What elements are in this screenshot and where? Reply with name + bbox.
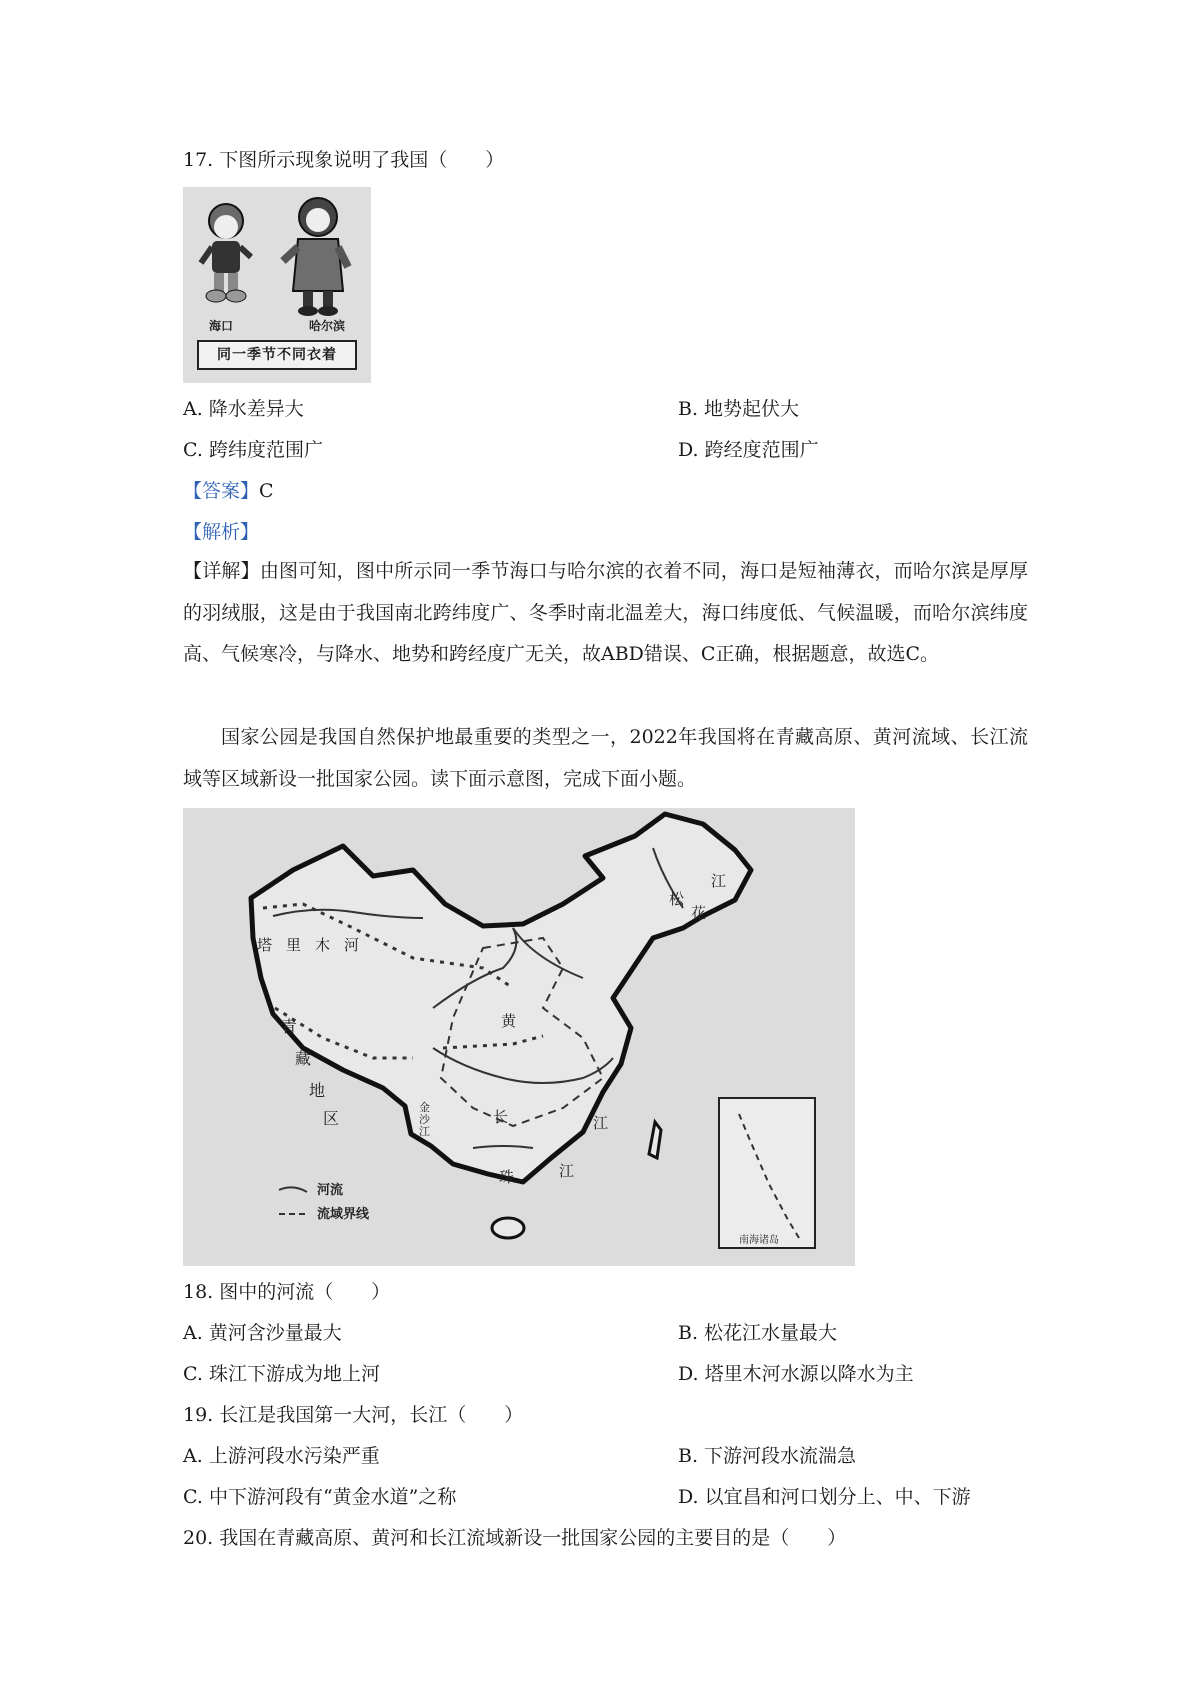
hainan-island (492, 1218, 524, 1238)
q17-option-a: A. 降水差异大 (183, 398, 304, 420)
answer-tag: 【答案】 (183, 480, 260, 502)
qt-label-1: 青 (281, 1017, 298, 1036)
songhua-label-2: 花 (691, 904, 707, 922)
answer-value: C (259, 480, 274, 502)
passage: 国家公园是我国自然保护地最重要的类型之一，2022年我国将在青藏高原、黄河流域、长江流域等区域新设一批国家公园。读下面示意图，完成下面小题。 (183, 726, 1028, 790)
q19-option-d: D. 以宜昌和河口划分上、中、下游 (678, 1486, 971, 1508)
legend-river-label: 河流 (317, 1183, 344, 1198)
songhua-label-3: 江 (711, 872, 727, 890)
jinsha-label: 金沙江 (419, 1101, 430, 1138)
q20-stem: 20. 我国在青藏高原、黄河和长江流域新设一批国家公园的主要目的是（ ） (183, 1527, 847, 1549)
q17-option-c: C. 跨纬度范围广 (183, 439, 323, 461)
analysis-tag: 【解析】 (183, 521, 260, 543)
china-map-figure (183, 808, 855, 1266)
haikou-label: 海口 (209, 319, 234, 333)
q19-option-b: B. 下游河段水流湍急 (678, 1445, 857, 1467)
q18-option-a: A. 黄河含沙量最大 (183, 1322, 342, 1344)
qt-label-3: 地 (309, 1081, 326, 1100)
south-china-sea-inset (719, 1098, 815, 1248)
chang-label: 长 (493, 1108, 509, 1126)
qt-label-2: 藏 (295, 1049, 312, 1068)
zhu-label: 珠 (499, 1168, 515, 1186)
q17-option-d: D. 跨经度范围广 (678, 439, 819, 461)
q18-option-b: B. 松花江水量最大 (678, 1322, 838, 1344)
q19-stem: 19. 长江是我国第一大河，长江（ ） (183, 1404, 524, 1426)
q18-stem: 18. 图中的河流（ ） (183, 1281, 391, 1303)
q17-detail: 【详解】由图可知，图中所示同一季节海口与哈尔滨的衣着不同，海口是短袖薄衣，而哈尔滨是厚厚的羽绒服，这是由于我国南北跨纬度广、冬季时南北温差大，海口纬度低、气候温暖，而哈尔滨纬度高、气候寒冷，与降水、地势和跨经度广无关，故ABD错误、C正确，根据题意，故选C。 (183, 560, 1028, 665)
q17-clothing-figure (183, 187, 371, 383)
q18-option-d: D. 塔里木河水源以降水为主 (678, 1363, 914, 1385)
legend-boundary-label: 流域界线 (317, 1207, 370, 1222)
q17-answer-line (183, 479, 274, 503)
q17-option-b: B. 地势起伏大 (678, 398, 800, 420)
zhu-jiang-label: 江 (559, 1162, 575, 1180)
jiang-label: 江 (593, 1114, 609, 1132)
taiwan-island (649, 1122, 661, 1158)
legend-river-sample (279, 1187, 307, 1192)
harbin-label: 哈尔滨 (309, 319, 346, 333)
qt-label-4: 区 (323, 1109, 340, 1128)
figure-caption: 同一季节不同衣着 (197, 340, 357, 370)
huang-label: 黄 (501, 1012, 517, 1030)
q19-option-c: C. 中下游河段有“黄金水道”之称 (183, 1486, 457, 1508)
q18-option-c: C. 珠江下游成为地上河 (183, 1363, 380, 1385)
tarim-river-label: 塔里木河 (257, 936, 374, 954)
q19-option-a: A. 上游河段水污染严重 (183, 1445, 380, 1467)
q17-stem: 17. 下图所示现象说明了我国（ ） (183, 149, 505, 171)
songhua-label-1: 松 (669, 890, 685, 908)
china-outline-map (183, 808, 855, 1266)
inset-label: 南海诸岛 (739, 1235, 779, 1246)
